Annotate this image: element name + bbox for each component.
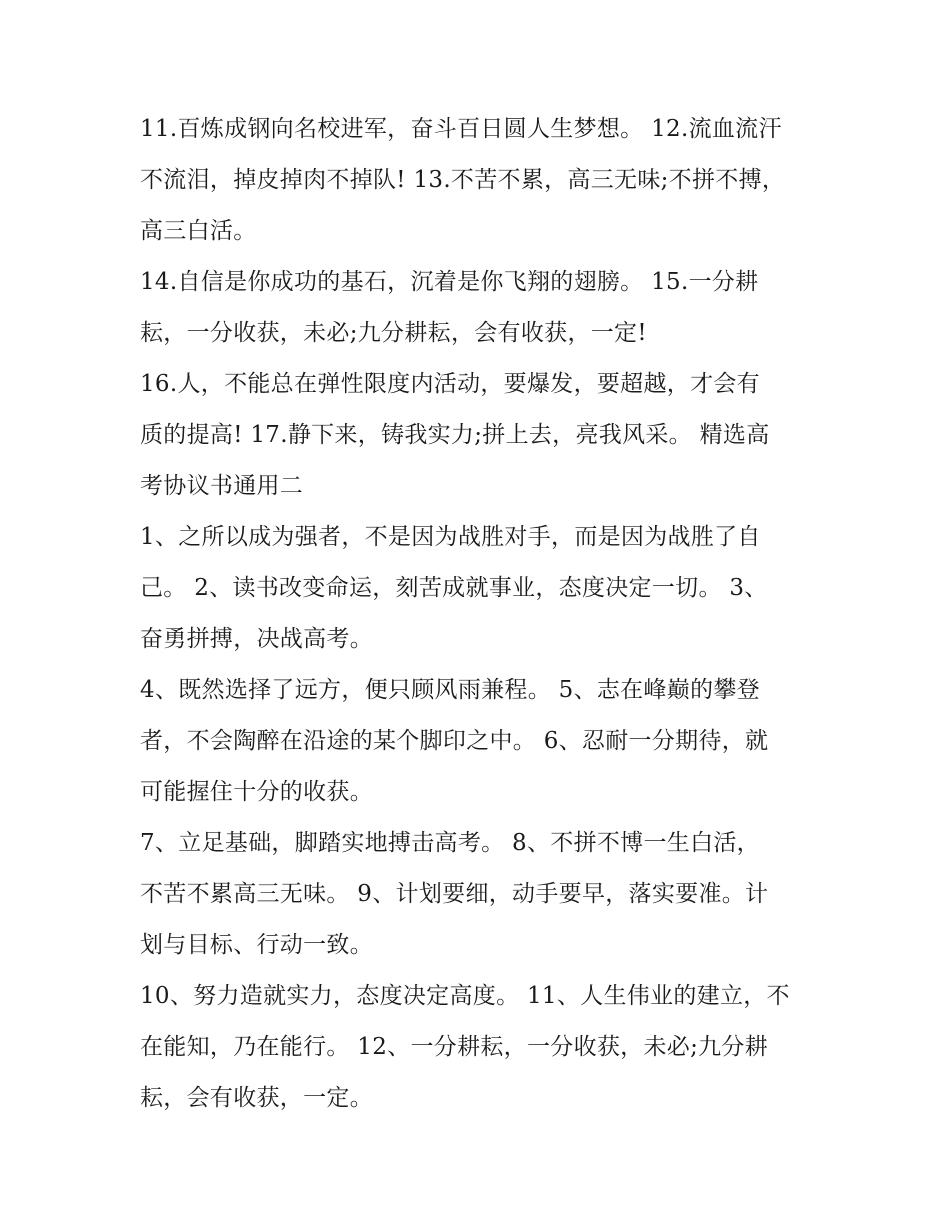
text-line: 在能知，乃在能行。 12、一分耕耘，一分收获，未必;九分耕 bbox=[140, 1034, 769, 1060]
text-line: 者，不会陶醉在沿途的某个脚印之中。 6、忍耐一分期待，就 bbox=[140, 728, 769, 754]
text-line: 划与目标、行动一致。 bbox=[140, 932, 373, 958]
text-line: 耘，一分收获，未必;九分耕耘，会有收获，一定! bbox=[140, 320, 647, 346]
text-line: 高三白活。 bbox=[140, 218, 257, 244]
text-line: 奋勇拼搏，决战高考。 bbox=[140, 626, 373, 652]
text-line: 10、努力造就实力，态度决定高度。 11、人生伟业的建立，不 bbox=[140, 983, 790, 1009]
text-line: 11.百炼成钢向名校进军，奋斗百日圆人生梦想。 12.流血流汗 bbox=[140, 116, 782, 142]
text-line: 己。 2、读书改变命运，刻苦成就事业，态度决定一切。 3、 bbox=[140, 575, 768, 601]
text-line: 耘，会有收获，一定。 bbox=[140, 1085, 373, 1111]
text-line: 考协议书通用二 bbox=[140, 473, 304, 499]
text-line: 不苦不累高三无味。 9、计划要细，动手要早，落实要准。计 bbox=[140, 881, 769, 907]
text-line: 1、之所以成为强者，不是因为战胜对手，而是因为战胜了自 bbox=[140, 524, 761, 550]
document-body bbox=[140, 104, 820, 1124]
text-line: 4、既然选择了远方，便只顾风雨兼程。 5、志在峰巅的攀登 bbox=[140, 677, 760, 703]
text-line: 质的提高! 17.静下来，铸我实力;拼上去，亮我风采。 精选高 bbox=[140, 422, 770, 448]
text-line: 14.自信是你成功的基石，沉着是你飞翔的翅膀。 15.一分耕 bbox=[140, 269, 759, 295]
text-line: 可能握住十分的收获。 bbox=[140, 779, 373, 805]
text-line: 7、立足基础，脚踏实地搏击高考。 8、不拼不博一生白活， bbox=[140, 830, 760, 856]
text-line: 不流泪，掉皮掉肉不掉队! 13.不苦不累，高三无味;不拼不搏， bbox=[140, 167, 786, 193]
text-line: 16.人，不能总在弹性限度内活动，要爆发，要超越，才会有 bbox=[140, 371, 760, 397]
